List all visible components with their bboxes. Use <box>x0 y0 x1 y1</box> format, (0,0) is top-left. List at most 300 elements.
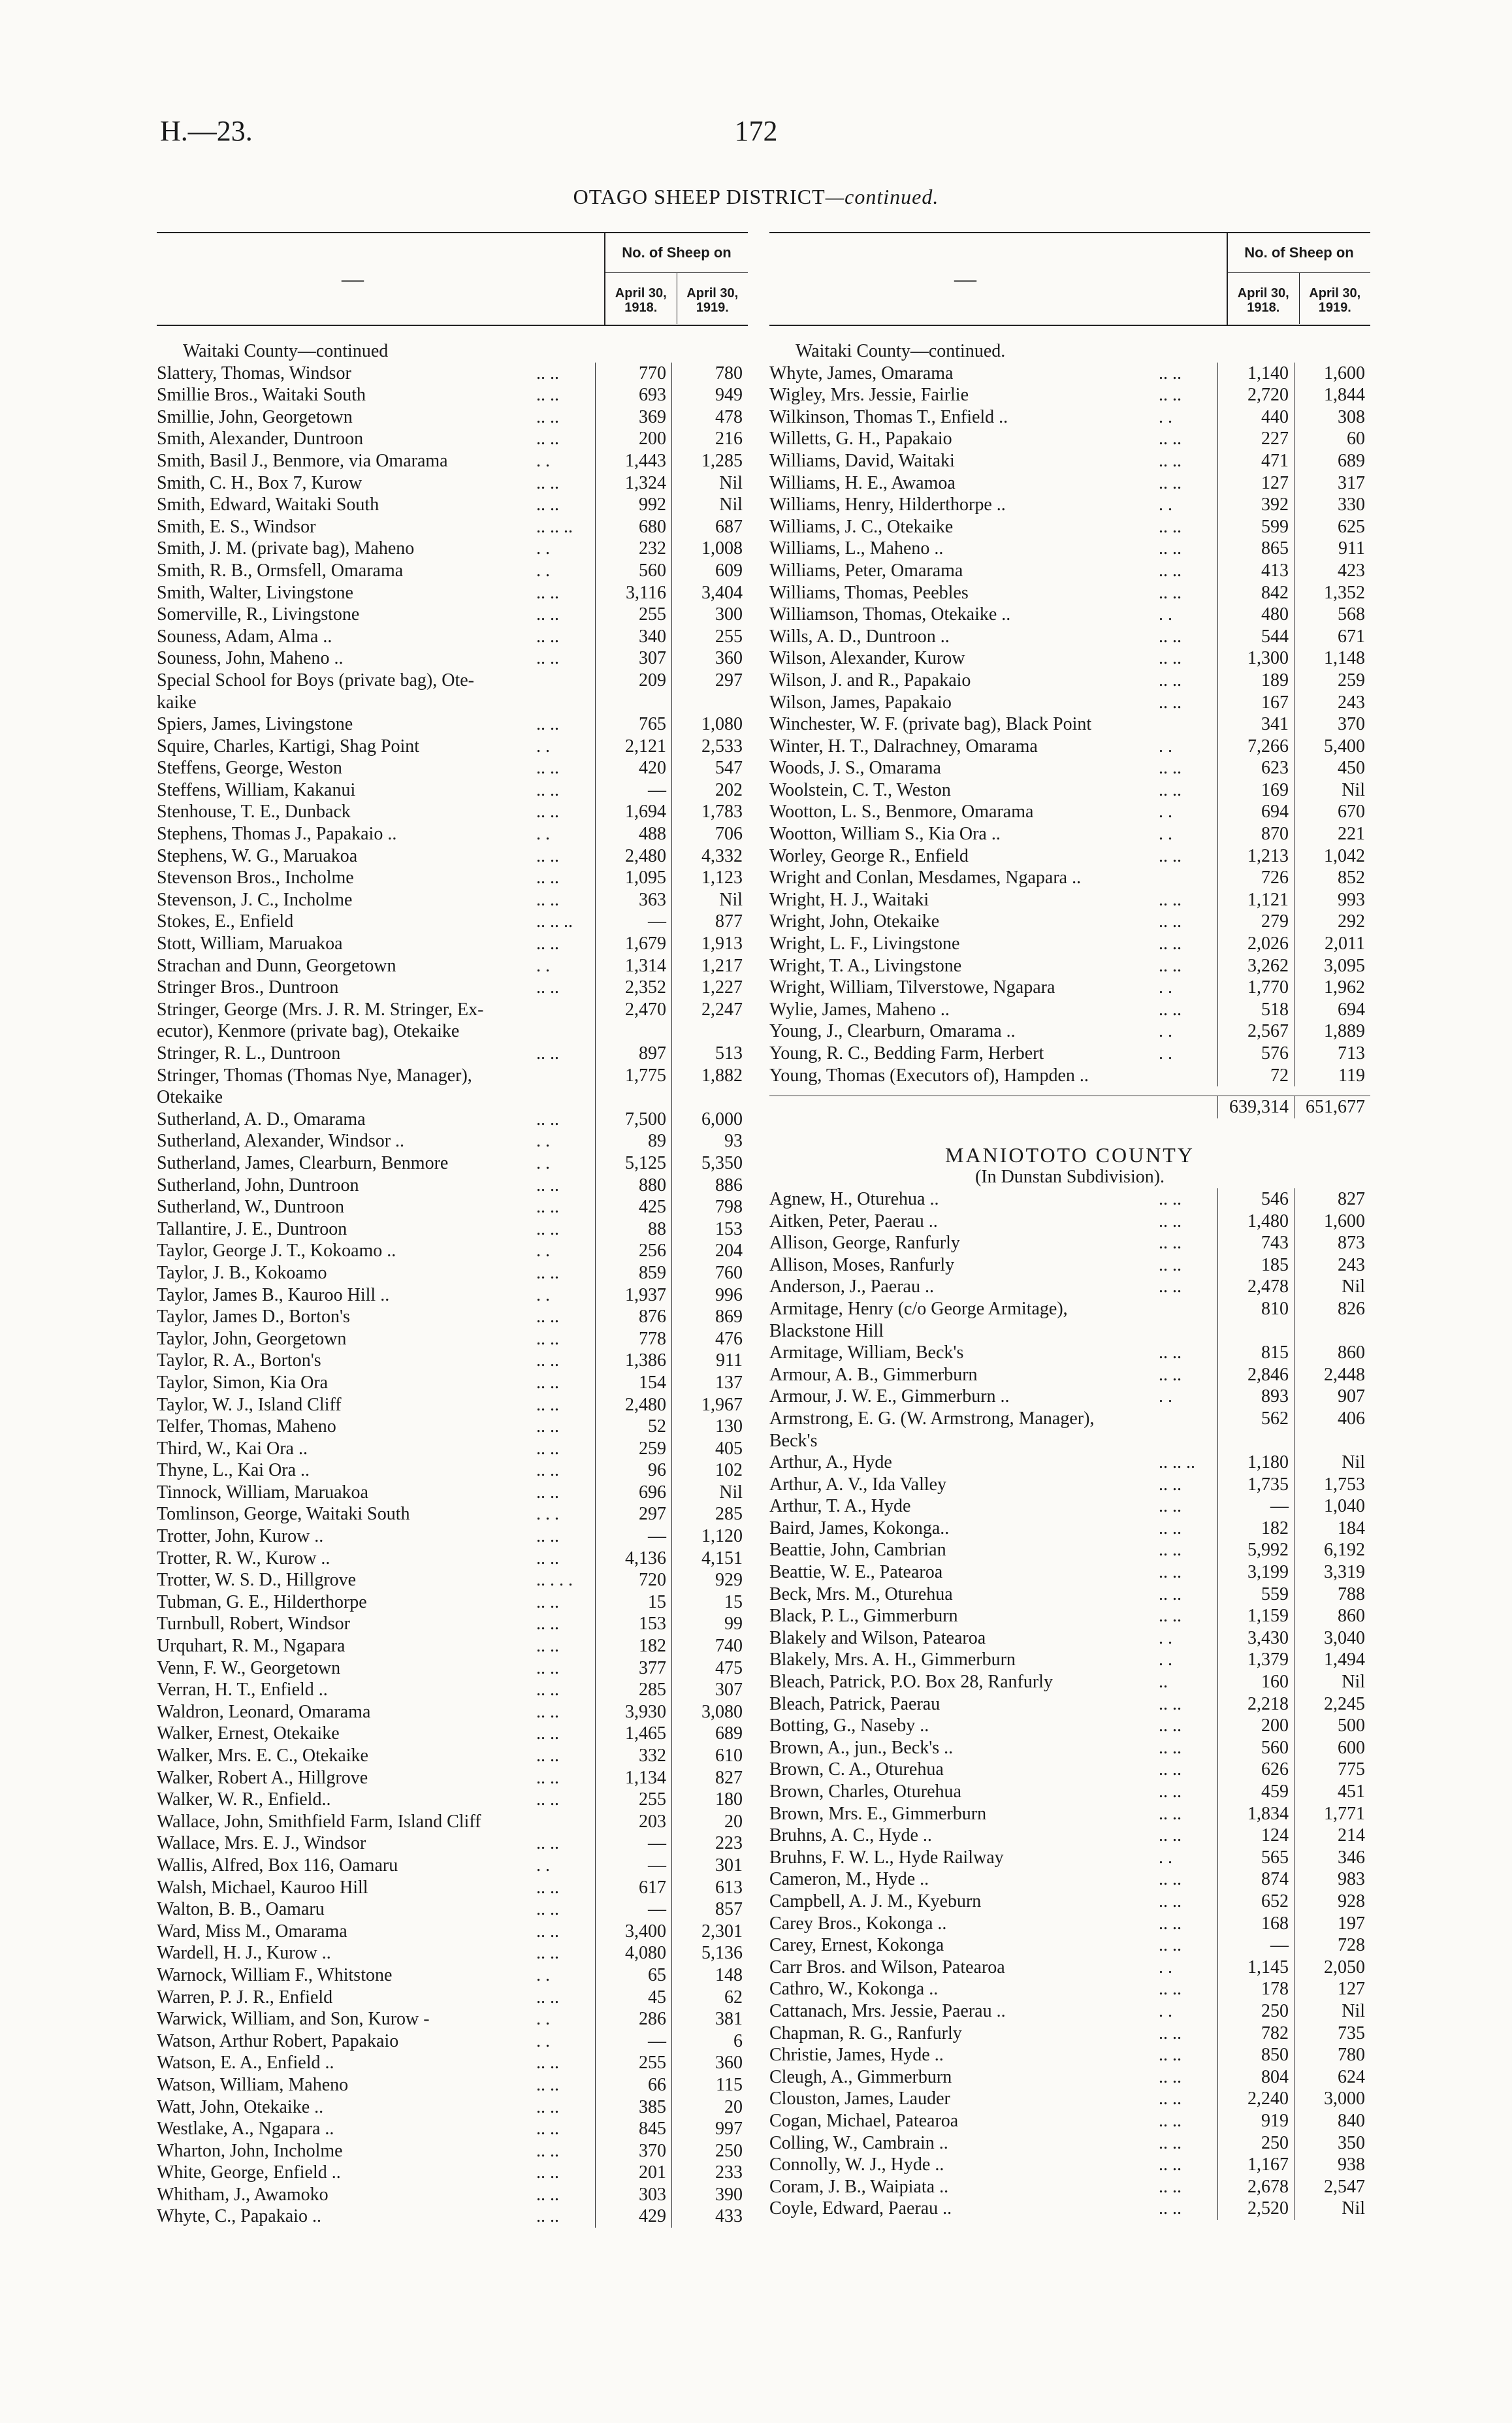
sheep-1919: 929 <box>671 1569 748 1591</box>
leader-dots: .. .. <box>536 1987 559 2008</box>
sheep-1919: 15 <box>671 1591 748 1614</box>
leader-dots: .. .. .. <box>536 516 573 537</box>
table-row <box>157 450 748 472</box>
sheep-1919: 360 <box>671 647 748 670</box>
leader-dots: .. .. <box>536 1548 559 1569</box>
sheep-1918 <box>1217 1430 1294 1452</box>
owner-name: Wright, John, Otekaike <box>769 911 940 932</box>
left-column <box>157 232 748 2228</box>
sheep-1919: 689 <box>1294 450 1370 472</box>
sheep-1919: 996 <box>671 1284 748 1307</box>
sheep-1919: 1,600 <box>1294 363 1370 385</box>
sheep-1919: 3,404 <box>671 582 748 604</box>
owner-name: Watson, E. A., Enfield .. <box>157 2053 334 2073</box>
owner-name: Cogan, Michael, Patearoa <box>769 2110 959 2131</box>
leader-dots: .. .. <box>536 1614 559 1634</box>
owner-name: Slattery, Thomas, Windsor <box>157 363 351 383</box>
owner-name: Baird, James, Kokonga.. <box>769 1518 950 1538</box>
table-row <box>157 713 748 736</box>
table-row <box>157 2162 748 2184</box>
table-row <box>157 1152 748 1175</box>
sheep-1918: 52 <box>595 1416 671 1438</box>
sheep-1919: 735 <box>1294 2023 1370 2045</box>
leader-dots: .. .. <box>536 1899 559 1920</box>
table-row <box>769 1737 1370 1759</box>
sheep-1918: 200 <box>1217 1715 1294 1737</box>
owner-name: Sutherland, W., Duntroon <box>157 1197 344 1218</box>
owner-name: Wright, William, Tilverstowe, Ngapara <box>769 977 1055 998</box>
owner-name: Wright, T. A., Livingstone <box>769 955 962 976</box>
table-row <box>157 604 748 626</box>
owner-name: Armstrong, E. G. (W. Armstrong, Manager), <box>769 1408 1095 1429</box>
leader-dots <box>1159 1065 1217 1087</box>
owner-name: Taylor, James D., Borton's <box>157 1307 350 1327</box>
sheep-1919: 4,332 <box>671 845 748 868</box>
leader-dots: . . <box>1159 1957 1172 1977</box>
page-number: 172 <box>734 115 778 147</box>
owner-name: Wilkinson, Thomas T., Enfield .. <box>769 406 1008 427</box>
sheep-1918: 617 <box>595 1877 671 1899</box>
table-row <box>157 1987 748 2009</box>
owner-name: Wilson, J. and R., Papakaio <box>769 670 971 691</box>
leader-dots: .. .. <box>1159 1737 1182 1758</box>
sheep-1918: 804 <box>1217 2066 1294 2089</box>
sheep-1918: 1,386 <box>595 1350 671 1372</box>
page-title <box>0 185 1512 209</box>
owner-name: Aitken, Peter, Paerau .. <box>769 1211 938 1231</box>
table-row <box>769 845 1370 868</box>
table-row <box>157 670 748 692</box>
total-row <box>769 1096 1370 1118</box>
leader-dots: . . <box>536 736 550 756</box>
sheep-1919: 301 <box>671 1855 748 1877</box>
sheep-1918: 1,735 <box>1217 1474 1294 1496</box>
owner-name: Whyte, James, Omarama <box>769 363 954 383</box>
table-row <box>769 713 1370 736</box>
sheep-1919: 115 <box>671 2074 748 2096</box>
table-row <box>157 1043 748 1065</box>
owner-name: Otekaike <box>157 1087 223 1108</box>
table-row <box>157 1679 748 1701</box>
sheep-1918: 2,352 <box>595 977 671 999</box>
sheep-1918: 7,500 <box>595 1109 671 1131</box>
leader-dots <box>1159 1096 1217 1118</box>
sheep-1918: 694 <box>1217 801 1294 823</box>
sheep-1919: 877 <box>671 911 748 933</box>
sheep-1918: 168 <box>1217 1913 1294 1935</box>
sheep-1918: 810 <box>1217 1298 1294 1320</box>
sheep-1919: 687 <box>671 516 748 538</box>
sheep-1918: 2,240 <box>1217 2088 1294 2110</box>
owner-name: Squire, Charles, Kartigi, Shag Point <box>157 736 420 756</box>
sheep-1918: 255 <box>595 604 671 626</box>
leader-dots: .. .. <box>536 429 559 449</box>
sheep-1919: 827 <box>1294 1188 1370 1211</box>
owner-name: Williams, L., Maheno .. <box>769 538 944 559</box>
owner-name: Strachan and Dunn, Georgetown <box>157 955 396 976</box>
sheep-1918: 4,080 <box>595 1942 671 1964</box>
leader-dots: .. .. <box>1159 2089 1182 2109</box>
table-row <box>769 450 1370 472</box>
right-table-body <box>769 326 1370 2220</box>
sheep-1918: 3,930 <box>595 1701 671 1723</box>
sheep-1918 <box>595 692 671 714</box>
owner-name: Carr Bros. and Wilson, Patearoa <box>769 1957 1005 1977</box>
sheep-1918: 488 <box>595 823 671 845</box>
sheep-1919: 1,217 <box>671 955 748 977</box>
table-row <box>769 867 1370 889</box>
sheep-1918: 560 <box>1217 1737 1294 1759</box>
sheep-1919: 5,400 <box>1294 736 1370 758</box>
table-row <box>769 2088 1370 2110</box>
leader-dots: .. .. <box>536 648 559 669</box>
leader-dots: .. .. <box>536 889 559 910</box>
leader-dots: .. .. <box>536 1109 559 1130</box>
sheep-1918: 189 <box>1217 670 1294 692</box>
table-row <box>769 1211 1370 1233</box>
owner-name: Arthur, T. A., Hyde <box>769 1496 911 1517</box>
sheep-1918: 209 <box>595 670 671 692</box>
leader-dots: .. .. <box>536 1175 559 1195</box>
leader-dots: .. .. <box>536 2074 559 2095</box>
leader-dots: .. .. <box>1159 1254 1182 1275</box>
leader-dots: .. .. <box>536 1197 559 1218</box>
sheep-1919: 826 <box>1294 1298 1370 1320</box>
leader-dots: .. .. <box>536 1307 559 1327</box>
sheep-1918: 286 <box>595 2008 671 2030</box>
sheep-1918: 874 <box>1217 1868 1294 1891</box>
sheep-1919: 2,245 <box>1294 1693 1370 1716</box>
owner-name: Tinnock, William, Maruakoa <box>157 1482 368 1503</box>
table-row <box>157 1284 748 1307</box>
sheep-1919: 148 <box>671 1964 748 1987</box>
owner-name: Bleach, Patrick, Paerau <box>769 1693 941 1714</box>
sheep-1919: 1,600 <box>1294 1211 1370 1233</box>
owner-name: Warnock, William F., Whitstone <box>157 1964 393 1985</box>
leader-dots: .. .. <box>1159 1364 1182 1385</box>
table-row <box>769 1913 1370 1935</box>
sheep-1918: 1,694 <box>595 801 671 823</box>
table-row <box>769 2066 1370 2089</box>
owner-name: Wright and Conlan, Mesdames, Ngapara .. <box>769 868 1082 888</box>
owner-name: Stokes, E., Enfield <box>157 911 294 932</box>
leader-dots: . . <box>536 955 550 976</box>
leader-dots: .. .. .. <box>1159 1452 1195 1473</box>
sheep-1919: 1,148 <box>1294 647 1370 670</box>
leader-dots: .. .. <box>1159 2023 1182 2043</box>
leader-dots: .. .. <box>1159 450 1182 471</box>
sheep-1919: 568 <box>1294 604 1370 626</box>
leader-dots: .. .. <box>536 1657 559 1678</box>
sheep-1918: — <box>595 1525 671 1548</box>
sheep-1918: 5,992 <box>1217 1539 1294 1561</box>
table-row <box>157 1898 748 1921</box>
sheep-1918: 250 <box>1217 2000 1294 2023</box>
table-row <box>157 1196 748 1218</box>
table-row <box>769 1386 1370 1408</box>
owner-name: Wallace, John, Smithfield Farm, Island Cliff <box>157 1811 481 1832</box>
sheep-1919: 137 <box>671 1372 748 1394</box>
owner-name: Stenhouse, T. E., Dunback <box>157 802 351 822</box>
section-heading-maniototo: MANIOTOTO COUNTY <box>945 1143 1195 1167</box>
table-row <box>769 406 1370 429</box>
leader-dots: . . <box>1159 1386 1172 1407</box>
owner-name: Smith, Walter, Livingstone <box>157 582 353 603</box>
sheep-1918 <box>1217 1320 1294 1342</box>
sheep-1918: 285 <box>595 1679 671 1701</box>
table-row <box>769 1298 1370 1320</box>
sheep-1919: 285 <box>671 1503 748 1525</box>
owner-name: Winchester, W. F. (private bag), Black Point <box>769 714 1092 735</box>
sheep-1918: 560 <box>595 560 671 582</box>
table-row <box>769 1957 1370 1979</box>
leader-dots <box>536 692 595 714</box>
leader-dots <box>1159 713 1217 736</box>
owner-name: Wilson, James, Papakaio <box>769 692 952 713</box>
owner-name: Brown, C. A., Oturehua <box>769 1759 944 1780</box>
leader-dots: .. .. <box>536 363 559 383</box>
sheep-1918: 160 <box>1217 1671 1294 1693</box>
sheep-1918: 259 <box>595 1438 671 1460</box>
sheep-1919: 6,192 <box>1294 1539 1370 1561</box>
table-row <box>157 1723 748 1745</box>
sheep-1918: 2,480 <box>595 1394 671 1416</box>
table-row <box>157 538 748 560</box>
sheep-1919: 857 <box>671 1898 748 1921</box>
leader-dots: . . <box>536 1152 550 1173</box>
sheep-1919: 2,301 <box>671 1921 748 1943</box>
owner-name: Williamson, Thomas, Otekaike .. <box>769 604 1011 625</box>
owner-name: Woods, J. S., Omarama <box>769 758 941 779</box>
owner-name: Warren, P. J. R., Enfield <box>157 1987 333 2008</box>
sheep-1919: 370 <box>1294 713 1370 736</box>
table-row <box>157 1811 748 1833</box>
leader-dots: .. .. <box>1159 889 1182 910</box>
sheep-1919: 423 <box>1294 560 1370 582</box>
owner-name: Trotter, W. S. D., Hillgrove <box>157 1570 357 1591</box>
leader-dots: .. .. <box>536 2096 559 2117</box>
owner-name: Coram, J. B., Waipiata .. <box>769 2176 949 2197</box>
table-row <box>769 1584 1370 1606</box>
owner-name: Taylor, Simon, Kia Ora <box>157 1372 329 1393</box>
sheep-1919: 390 <box>671 2184 748 2206</box>
owner-name: Turnbull, Robert, Windsor <box>157 1614 351 1634</box>
sheep-group-label: No. of Sheep on <box>1228 233 1370 273</box>
sheep-1918: 65 <box>595 1964 671 1987</box>
sheep-1919 <box>1294 1320 1370 1342</box>
sheep-1918: — <box>1217 1934 1294 1957</box>
year-1919-header: April 30, 1919. <box>677 273 748 324</box>
sheep-1918: 255 <box>595 1789 671 1811</box>
leader-dots: .. .. <box>1159 385 1182 406</box>
sheep-1918: 842 <box>1217 582 1294 604</box>
table-row <box>157 2118 748 2140</box>
sheep-1918: 370 <box>595 2140 671 2162</box>
table-row <box>769 1934 1370 1957</box>
sheep-1919: 197 <box>1294 1913 1370 1935</box>
sheep-1919: 214 <box>1294 1825 1370 1847</box>
table-row <box>769 999 1370 1021</box>
sheep-1919: 613 <box>671 1877 748 1899</box>
table-row <box>157 1921 748 1943</box>
sheep-1918: 1,213 <box>1217 845 1294 868</box>
table-row <box>769 2044 1370 2066</box>
sheep-1918: 1,379 <box>1217 1649 1294 1671</box>
owner-name: Wardell, H. J., Kurow .. <box>157 1943 331 1964</box>
sheep-1919: 840 <box>1294 2110 1370 2132</box>
table-row <box>157 1657 748 1680</box>
sheep-1919: Nil <box>1294 1671 1370 1693</box>
table-row <box>157 801 748 823</box>
owner-name: Wharton, John, Incholme <box>157 2140 343 2161</box>
sheep-1918: 413 <box>1217 560 1294 582</box>
leader-dots: .. .. <box>1159 2198 1182 2219</box>
leader-dots: . . <box>1159 1021 1172 1042</box>
leader-dots: . . <box>536 1284 550 1305</box>
owner-name: kaike <box>157 692 197 713</box>
sheep-1918: 182 <box>595 1635 671 1657</box>
owner-name: Sutherland, Alexander, Windsor .. <box>157 1131 405 1152</box>
owner-name: Taylor, W. J., Island Cliff <box>157 1394 342 1415</box>
sheep-1919: 907 <box>1294 1386 1370 1408</box>
sheep-1918: 559 <box>1217 1584 1294 1606</box>
sheep-1918: 227 <box>1217 428 1294 450</box>
table-row <box>157 406 748 429</box>
leader-dots: . . <box>536 2009 550 2030</box>
sheep-1919: 2,533 <box>671 736 748 758</box>
sheep-1918: 153 <box>595 1613 671 1635</box>
leader-dots: .. .. <box>536 1680 559 1700</box>
sheep-1919: 928 <box>1294 1891 1370 1913</box>
owner-name: Taylor, John, Georgetown <box>157 1328 347 1349</box>
owner-name: Williams, Thomas, Peebles <box>769 582 969 603</box>
sheep-1919: 938 <box>1294 2154 1370 2176</box>
sheep-1919: 3,000 <box>1294 2088 1370 2110</box>
sheep-1918: — <box>595 1855 671 1877</box>
owner-name: Sutherland, John, Duntroon <box>157 1175 359 1195</box>
sheep-1918: 255 <box>595 2052 671 2074</box>
leader-dots: .. .. <box>536 1328 559 1349</box>
table-row <box>769 1715 1370 1737</box>
leader-dots: .. .. <box>1159 1496 1182 1517</box>
leader-dots: .. .. <box>536 2184 559 2205</box>
table-row <box>769 2110 1370 2132</box>
leader-dots: .. .. <box>1159 560 1182 581</box>
table-row <box>769 2000 1370 2023</box>
leader-dots <box>536 670 595 692</box>
sheep-1918: 652 <box>1217 1891 1294 1913</box>
sheep-1918: 544 <box>1217 626 1294 648</box>
owner-name <box>769 1096 1159 1118</box>
sheep-1919: 5,136 <box>671 1942 748 1964</box>
sheep-1919: 2,011 <box>1294 933 1370 955</box>
sheep-1919: 317 <box>1294 472 1370 495</box>
sheep-group-label: No. of Sheep on <box>605 233 748 273</box>
sheep-1919: 1,123 <box>671 867 748 889</box>
owner-name: Stringer, George (Mrs. J. R. M. Stringer, Ex- <box>157 999 484 1020</box>
leader-dots: .. .. <box>1159 1584 1182 1604</box>
sheep-1919: 1,352 <box>1294 582 1370 604</box>
owner-name: Special School for Boys (private bag), Ote- <box>157 670 474 691</box>
table-row <box>769 1495 1370 1518</box>
table-row <box>769 1020 1370 1043</box>
table-row <box>157 363 748 385</box>
sheep-1919: 93 <box>671 1130 748 1152</box>
sheep-1918: 1,770 <box>1217 977 1294 999</box>
sheep-1919: 670 <box>1294 801 1370 823</box>
sheep-1918: 782 <box>1217 2023 1294 2045</box>
sheep-1918: 440 <box>1217 406 1294 429</box>
owner-name: Souness, John, Maheno .. <box>157 648 344 669</box>
owner-name: Brown, Mrs. E., Gimmerburn <box>769 1803 987 1824</box>
table-row <box>769 933 1370 955</box>
sheep-1919: 860 <box>1294 1605 1370 1627</box>
table-row <box>157 823 748 845</box>
leader-dots: .. .. <box>1159 670 1182 691</box>
sheep-1918: 96 <box>595 1459 671 1482</box>
leader-dots <box>536 1065 595 1087</box>
sheep-1919: 1,962 <box>1294 977 1370 999</box>
sheep-1918: 2,478 <box>1217 1276 1294 1298</box>
owner-name: Carey, Ernest, Kokonga <box>769 1935 944 1956</box>
leader-dots: .. .. <box>536 495 559 515</box>
sheep-1918: 385 <box>595 2096 671 2119</box>
owner-name: ecutor), Kenmore (private bag), Otekaike <box>157 1021 460 1042</box>
owner-name: Cleugh, A., Gimmerburn <box>769 2066 952 2087</box>
owner-name: Walton, B. B., Oamaru <box>157 1899 325 1920</box>
owner-name: Stevenson, J. C., Incholme <box>157 889 353 910</box>
leader-dots: . . <box>536 450 550 471</box>
table-row <box>157 472 748 495</box>
owner-name: Stringer Bros., Duntroon <box>157 977 339 998</box>
table-row <box>157 1394 748 1416</box>
leader-dots: .. .. <box>536 1877 559 1898</box>
sheep-1918: 546 <box>1217 1188 1294 1211</box>
table-row <box>769 801 1370 823</box>
table-row <box>157 1372 748 1394</box>
sheep-1918: 1,314 <box>595 955 671 977</box>
table-row <box>769 384 1370 406</box>
sheep-1919: 62 <box>671 1987 748 2009</box>
table-row <box>157 428 748 450</box>
table-row <box>769 1518 1370 1540</box>
section-subheading: (In Dunstan Subdivision). <box>974 1167 1165 1188</box>
table-row <box>769 1671 1370 1693</box>
sheep-1919: Nil <box>671 889 748 911</box>
table-row <box>157 1503 748 1525</box>
table-row <box>769 955 1370 977</box>
sheep-1919 <box>671 1020 748 1043</box>
sheep-1918: 893 <box>1217 1386 1294 1408</box>
sheep-1918: 2,846 <box>1217 1364 1294 1386</box>
table-row <box>769 1649 1370 1671</box>
sheep-1918: 66 <box>595 2074 671 2096</box>
owner-name: Stephens, W. G., Maruakoa <box>157 845 358 866</box>
owner-name: Warwick, William, and Son, Kurow - <box>157 2009 430 2030</box>
sheep-1918: 1,834 <box>1217 1803 1294 1825</box>
sheep-1918: 4,136 <box>595 1548 671 1570</box>
sheep-1918: 2,720 <box>1217 384 1294 406</box>
owner-name: Stringer, R. L., Duntroon <box>157 1043 341 1064</box>
table-row <box>769 823 1370 845</box>
owner-name: Williams, J. C., Otekaike <box>769 516 954 537</box>
table-row <box>769 1627 1370 1650</box>
owner-name: Botting, G., Naseby .. <box>769 1716 929 1736</box>
sheep-1918: 169 <box>1217 779 1294 802</box>
owner-name: Wootton, William S., Kia Ora .. <box>769 824 1001 845</box>
section-heading: Waitaki County—continued. <box>796 341 1006 361</box>
leader-dots: .. .. <box>1159 1979 1182 2000</box>
